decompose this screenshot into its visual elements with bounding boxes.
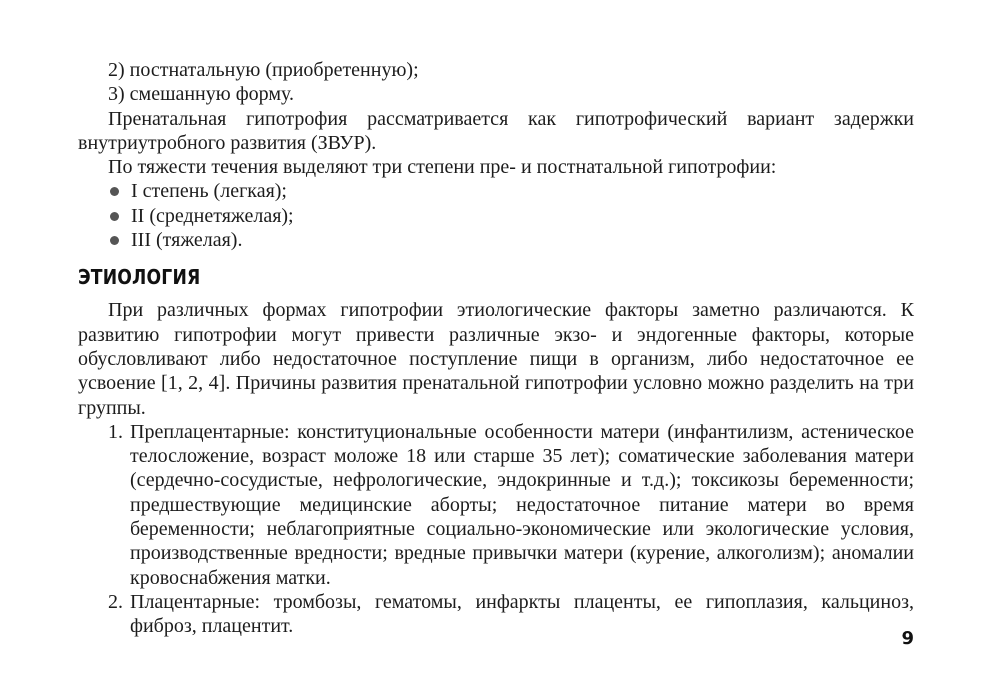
severity-item-1: I степень (легкая); [131,180,287,203]
etiology-paragraph: При различных формах гипотрофии этиологические факторы заметно различаются. К развитию гипотрофии могут привести различные экзо- и эндогенные факторы, которые обусловливают либо недостаточное поступление пищи в организм, либо недостаточное ее усвоение [1, 2, 4]. Причины развития пренатальной гипотрофии условно можно разделить на три группы. [78,299,914,419]
list-item [78,590,914,639]
list-item [78,228,914,252]
bullet-icon [110,236,119,245]
page-body [78,58,914,639]
list-number: 2. [108,590,123,613]
list-item [78,420,914,590]
cause-group-text: Преплацентарные: конституциональные особенности матери (инфантилизм, астеническое телосложение, возраст моложе 18 или старше 35 лет); соматические заболевания матери (сердечно-сосудистые, нефрологические, эндокринные и т.д.); токсикозы беременности; предшествующие медицинские аборты; недостаточное питание матери во время беременности; неблагоприятные социально-экономические или экологические условия, производственные вредности; вредные привычки матери (курение, алкоголизм); аномалии кровоснабжения матки. [130,420,914,589]
severity-item-3: III (тяжелая). [131,229,243,252]
severity-list [78,179,914,252]
list-item [78,204,914,228]
list-item [78,179,914,203]
bullet-icon [110,212,119,221]
prenatal-paragraph: Пренатальная гипотрофия рассматривается как гипотрофический вариант задержки внутриутробного развития (ЗВУР). [78,107,914,154]
form-item-mixed: 3) смешанную форму. [108,83,295,106]
list-number: 1. [108,420,123,443]
section-heading: ЭТИОЛОГИЯ [78,265,201,290]
cause-group-text: Плацентарные: тромбозы, гематомы, инфаркты плаценты, ее гипоплазия, кальциноз, фиброз, плацентит. [130,590,914,638]
cause-groups-list [78,420,914,639]
form-item-postnatal: 2) постнатальную (приобретенную); [108,59,419,81]
bullet-icon [110,187,119,196]
severity-item-2: II (среднетяжелая); [131,204,294,227]
severity-intro: По тяжести течения выделяют три степени пре- и постнатальной гипотрофии: [108,156,777,179]
page-number: 9 [901,628,914,649]
